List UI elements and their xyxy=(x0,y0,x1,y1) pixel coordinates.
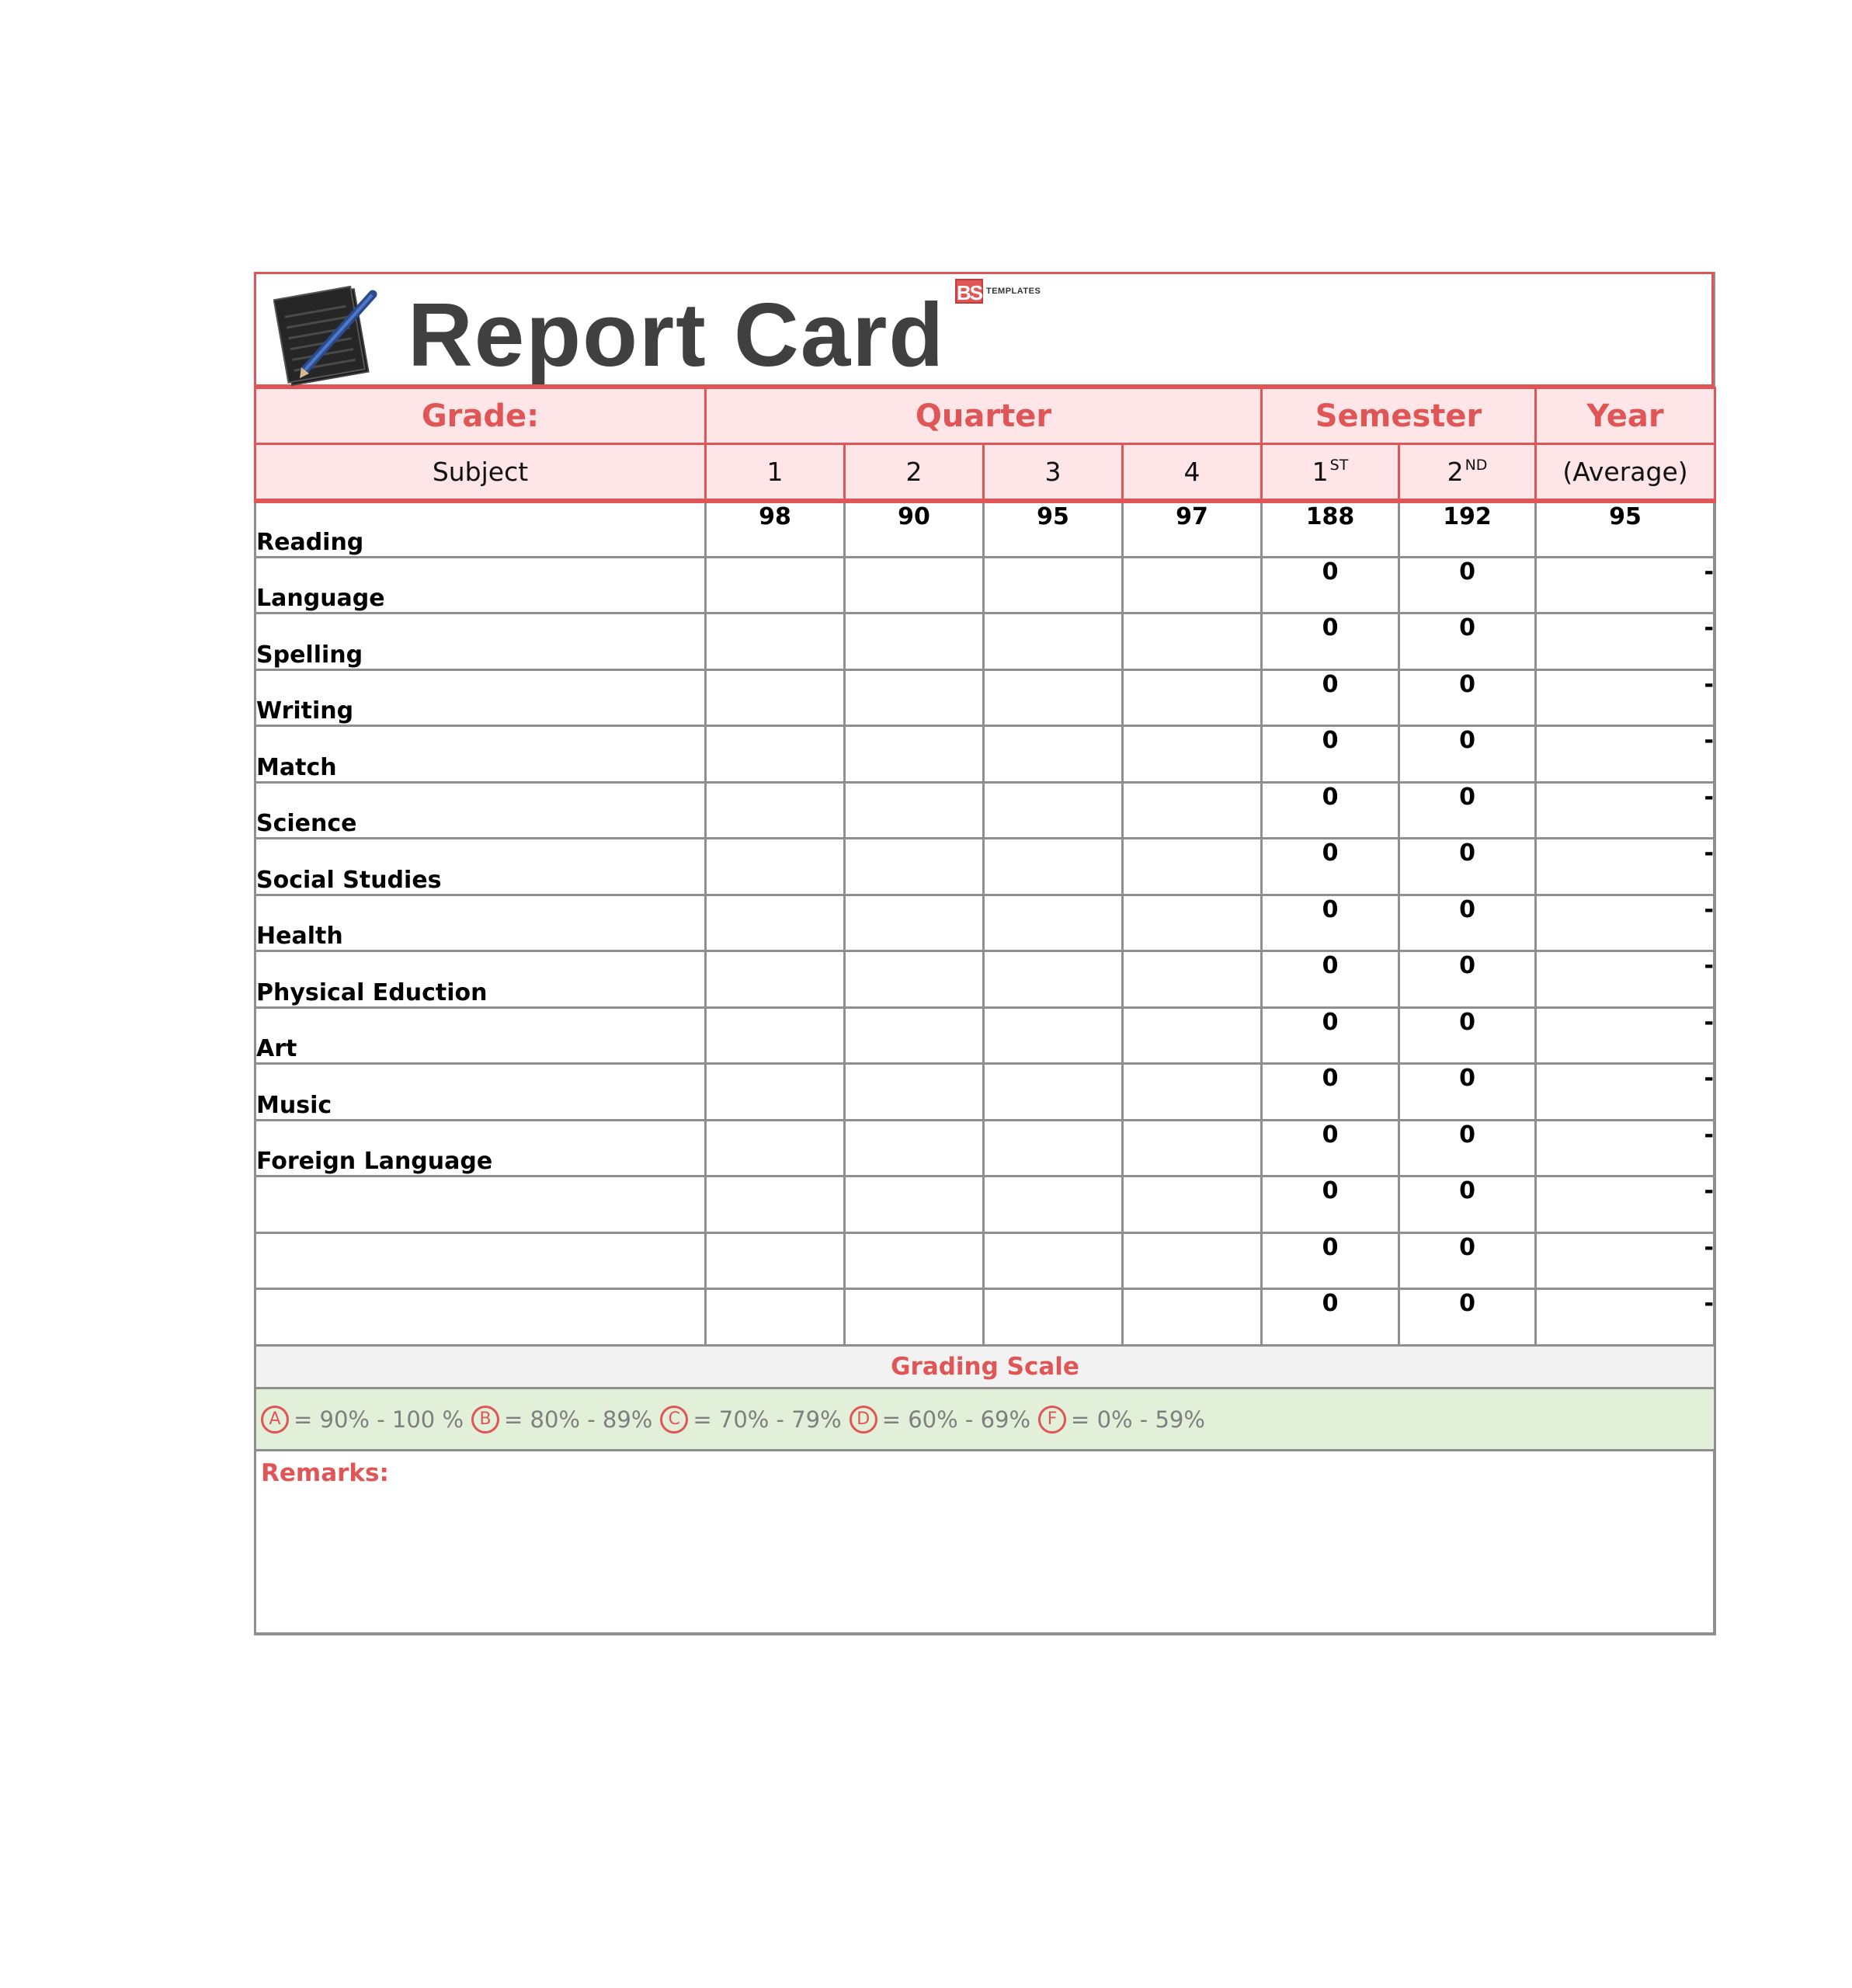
quarter-2-score[interactable]: 90 xyxy=(845,501,984,558)
quarter-1-score[interactable] xyxy=(706,951,845,1008)
report-card xyxy=(254,272,1714,1633)
subject-cell[interactable]: Physical Eduction xyxy=(255,951,706,1008)
quarter-4-score[interactable] xyxy=(1123,669,1262,726)
subject-cell[interactable] xyxy=(255,1232,706,1289)
semester-2-suffix: ND xyxy=(1465,456,1488,474)
quarter-1-score[interactable] xyxy=(706,1176,845,1233)
table-row xyxy=(255,782,1715,839)
table-row xyxy=(255,1176,1715,1233)
quarter-3-score[interactable] xyxy=(984,1289,1123,1346)
quarter-2-score[interactable] xyxy=(845,839,984,895)
year-average: - xyxy=(1536,1064,1715,1121)
table-row xyxy=(255,613,1715,670)
grade-range-text: = 60% - 69% xyxy=(881,1406,1031,1433)
semester-2-total: 0 xyxy=(1399,1289,1536,1346)
quarter-3-score[interactable] xyxy=(984,726,1123,783)
quarter-2-score[interactable] xyxy=(845,895,984,951)
quarter-1-score[interactable] xyxy=(706,1064,845,1121)
remarks-cell[interactable] xyxy=(255,1450,1715,1634)
quarter-1-score[interactable] xyxy=(706,839,845,895)
quarter-4-score[interactable] xyxy=(1123,782,1262,839)
grade-range-text: = 0% - 59% xyxy=(1071,1406,1205,1433)
semester-group-header: Semester xyxy=(1262,388,1536,444)
quarter-4-score[interactable] xyxy=(1123,1176,1262,1233)
semester-2-header xyxy=(1399,444,1536,501)
quarter-3-score[interactable] xyxy=(984,1064,1123,1121)
quarter-1-score[interactable]: 98 xyxy=(706,501,845,558)
semester-1-total: 0 xyxy=(1262,669,1399,726)
quarter-1-score[interactable] xyxy=(706,1289,845,1346)
quarter-4-score[interactable]: 97 xyxy=(1123,501,1262,558)
quarter-1-score[interactable] xyxy=(706,726,845,783)
quarter-3-score[interactable] xyxy=(984,1232,1123,1289)
grading-scale-legend xyxy=(255,1388,1715,1450)
quarter-3-score[interactable] xyxy=(984,557,1123,613)
subject-cell[interactable]: Science xyxy=(255,782,706,839)
semester-1-total: 0 xyxy=(1262,613,1399,670)
quarter-4-score[interactable] xyxy=(1123,1289,1262,1346)
subject-cell[interactable]: Reading xyxy=(255,501,706,558)
grade-label[interactable]: Grade: xyxy=(255,388,706,444)
brand-text: TEMPLATES xyxy=(986,287,1041,296)
grades-table xyxy=(254,387,1716,1635)
quarter-2-score[interactable] xyxy=(845,951,984,1008)
quarter-1-score[interactable] xyxy=(706,1007,845,1064)
year-average: - xyxy=(1536,839,1715,895)
subject-cell[interactable]: Match xyxy=(255,726,706,783)
quarter-4-score[interactable] xyxy=(1123,557,1262,613)
grading-scale-row xyxy=(255,1388,1715,1450)
quarter-3-score[interactable] xyxy=(984,782,1123,839)
group-header-row xyxy=(255,388,1715,444)
subject-cell[interactable]: Health xyxy=(255,895,706,951)
table-row xyxy=(255,1064,1715,1121)
quarter-1-score[interactable] xyxy=(706,1232,845,1289)
year-average: - xyxy=(1536,557,1715,613)
year-average: - xyxy=(1536,1120,1715,1176)
subject-cell[interactable]: Music xyxy=(255,1064,706,1121)
quarter-2-score[interactable] xyxy=(845,1120,984,1176)
table-row xyxy=(255,1120,1715,1176)
quarter-3-score[interactable] xyxy=(984,839,1123,895)
table-row xyxy=(255,1289,1715,1346)
table-row xyxy=(255,726,1715,783)
quarter-3-score[interactable] xyxy=(984,951,1123,1008)
semester-1-total: 0 xyxy=(1262,782,1399,839)
year-average: - xyxy=(1536,895,1715,951)
semester-2-total: 0 xyxy=(1399,1176,1536,1233)
grading-scale-title: Grading Scale xyxy=(255,1345,1715,1388)
table-row xyxy=(255,669,1715,726)
semester-1-suffix: ST xyxy=(1329,456,1349,474)
grade-range-text: = 80% - 89% xyxy=(504,1406,653,1433)
semester-1-number: 1 xyxy=(1312,456,1329,487)
quarter-4-score[interactable] xyxy=(1123,613,1262,670)
semester-2-total: 0 xyxy=(1399,557,1536,613)
quarter-4-score[interactable] xyxy=(1123,1064,1262,1121)
table-row xyxy=(255,557,1715,613)
quarter-1-header: 1 xyxy=(706,444,845,501)
quarter-1-score[interactable] xyxy=(706,782,845,839)
quarter-3-score[interactable] xyxy=(984,613,1123,670)
semester-2-total: 0 xyxy=(1399,1064,1536,1121)
quarter-2-score[interactable] xyxy=(845,1007,984,1064)
quarter-4-score[interactable] xyxy=(1123,951,1262,1008)
year-average: - xyxy=(1536,1289,1715,1346)
page-title: Report Card xyxy=(408,284,946,385)
quarter-3-score[interactable] xyxy=(984,1007,1123,1064)
quarter-4-score[interactable] xyxy=(1123,1232,1262,1289)
quarter-4-score[interactable] xyxy=(1123,1007,1262,1064)
quarter-3-score[interactable]: 95 xyxy=(984,501,1123,558)
quarter-4-header: 4 xyxy=(1123,444,1262,501)
year-average: - xyxy=(1536,613,1715,670)
semester-1-total: 188 xyxy=(1262,501,1399,558)
grading-scale-title-row xyxy=(255,1345,1715,1388)
quarter-2-score[interactable] xyxy=(845,782,984,839)
semester-2-total: 0 xyxy=(1399,895,1536,951)
semester-1-total: 0 xyxy=(1262,557,1399,613)
brand-mark: BS xyxy=(955,279,983,304)
subject-column-header: Subject xyxy=(255,444,706,501)
remarks-row xyxy=(255,1450,1715,1634)
year-group-header: Year xyxy=(1536,388,1715,444)
table-row xyxy=(255,951,1715,1008)
semester-1-total: 0 xyxy=(1262,839,1399,895)
quarter-3-header: 3 xyxy=(984,444,1123,501)
grade-range-text: = 90% - 100 % xyxy=(294,1406,464,1433)
grade-letter-badge: C xyxy=(660,1406,688,1434)
table-row xyxy=(255,1007,1715,1064)
grade-range-text: = 70% - 79% xyxy=(693,1406,842,1433)
semester-1-total: 0 xyxy=(1262,1007,1399,1064)
subject-cell[interactable]: Foreign Language xyxy=(255,1120,706,1176)
quarter-1-score[interactable] xyxy=(706,669,845,726)
subject-cell[interactable]: Social Studies xyxy=(255,839,706,895)
remarks-label: Remarks: xyxy=(261,1458,389,1487)
grade-letter-badge: D xyxy=(850,1406,877,1434)
year-average-header: (Average) xyxy=(1536,444,1715,501)
quarter-2-score[interactable] xyxy=(845,726,984,783)
year-average: - xyxy=(1536,1176,1715,1233)
subject-cell[interactable] xyxy=(255,1289,706,1346)
quarter-4-score[interactable] xyxy=(1123,839,1262,895)
quarter-2-score[interactable] xyxy=(845,1232,984,1289)
semester-2-total: 0 xyxy=(1399,613,1536,670)
grade-letter-badge: A xyxy=(261,1406,289,1434)
semester-2-total: 0 xyxy=(1399,839,1536,895)
quarter-2-score[interactable] xyxy=(845,613,984,670)
semester-1-total: 0 xyxy=(1262,895,1399,951)
quarter-2-score[interactable] xyxy=(845,557,984,613)
table-row xyxy=(255,1232,1715,1289)
year-average: - xyxy=(1536,1007,1715,1064)
column-header-row xyxy=(255,444,1715,501)
year-average: - xyxy=(1536,726,1715,783)
subject-cell[interactable]: Language xyxy=(255,557,706,613)
table-row xyxy=(255,501,1715,558)
semester-2-total: 0 xyxy=(1399,782,1536,839)
semester-1-total: 0 xyxy=(1262,951,1399,1008)
quarter-3-score[interactable] xyxy=(984,895,1123,951)
quarter-2-score[interactable] xyxy=(845,1289,984,1346)
semester-2-total: 0 xyxy=(1399,1232,1536,1289)
quarter-3-score[interactable] xyxy=(984,669,1123,726)
quarter-4-score[interactable] xyxy=(1123,895,1262,951)
report-card-header xyxy=(254,272,1714,387)
year-average: 95 xyxy=(1536,501,1715,558)
subject-cell[interactable]: Writing xyxy=(255,669,706,726)
brand-logo xyxy=(955,279,1041,304)
year-average: - xyxy=(1536,782,1715,839)
subject-cell[interactable] xyxy=(255,1176,706,1233)
semester-1-total: 0 xyxy=(1262,1176,1399,1233)
semester-2-total: 192 xyxy=(1399,501,1536,558)
semester-2-total: 0 xyxy=(1399,951,1536,1008)
semester-1-header xyxy=(1262,444,1399,501)
grade-letter-badge: F xyxy=(1038,1406,1066,1434)
quarter-2-header: 2 xyxy=(845,444,984,501)
quarter-1-score[interactable] xyxy=(706,895,845,951)
semester-1-total: 0 xyxy=(1262,1064,1399,1121)
semester-1-total: 0 xyxy=(1262,726,1399,783)
semester-1-total: 0 xyxy=(1262,1289,1399,1346)
semester-2-total: 0 xyxy=(1399,726,1536,783)
quarter-2-score[interactable] xyxy=(845,1064,984,1121)
notepad-pencil-icon xyxy=(273,279,390,388)
table-row xyxy=(255,895,1715,951)
quarter-1-score[interactable] xyxy=(706,613,845,670)
year-average: - xyxy=(1536,951,1715,1008)
semester-2-total: 0 xyxy=(1399,1007,1536,1064)
grade-letter-badge: B xyxy=(471,1406,499,1434)
semester-2-total: 0 xyxy=(1399,1120,1536,1176)
quarter-2-score[interactable] xyxy=(845,1176,984,1233)
quarter-3-score[interactable] xyxy=(984,1176,1123,1233)
semester-1-total: 0 xyxy=(1262,1120,1399,1176)
semester-1-total: 0 xyxy=(1262,1232,1399,1289)
quarter-1-score[interactable] xyxy=(706,557,845,613)
table-row xyxy=(255,839,1715,895)
subject-cell[interactable]: Spelling xyxy=(255,613,706,670)
quarter-4-score[interactable] xyxy=(1123,726,1262,783)
quarter-4-score[interactable] xyxy=(1123,1120,1262,1176)
year-average: - xyxy=(1536,1232,1715,1289)
quarter-3-score[interactable] xyxy=(984,1120,1123,1176)
semester-2-total: 0 xyxy=(1399,669,1536,726)
quarter-2-score[interactable] xyxy=(845,669,984,726)
subject-cell[interactable]: Art xyxy=(255,1007,706,1064)
year-average: - xyxy=(1536,669,1715,726)
quarter-1-score[interactable] xyxy=(706,1120,845,1176)
quarter-group-header: Quarter xyxy=(706,388,1262,444)
semester-2-number: 2 xyxy=(1447,456,1464,487)
